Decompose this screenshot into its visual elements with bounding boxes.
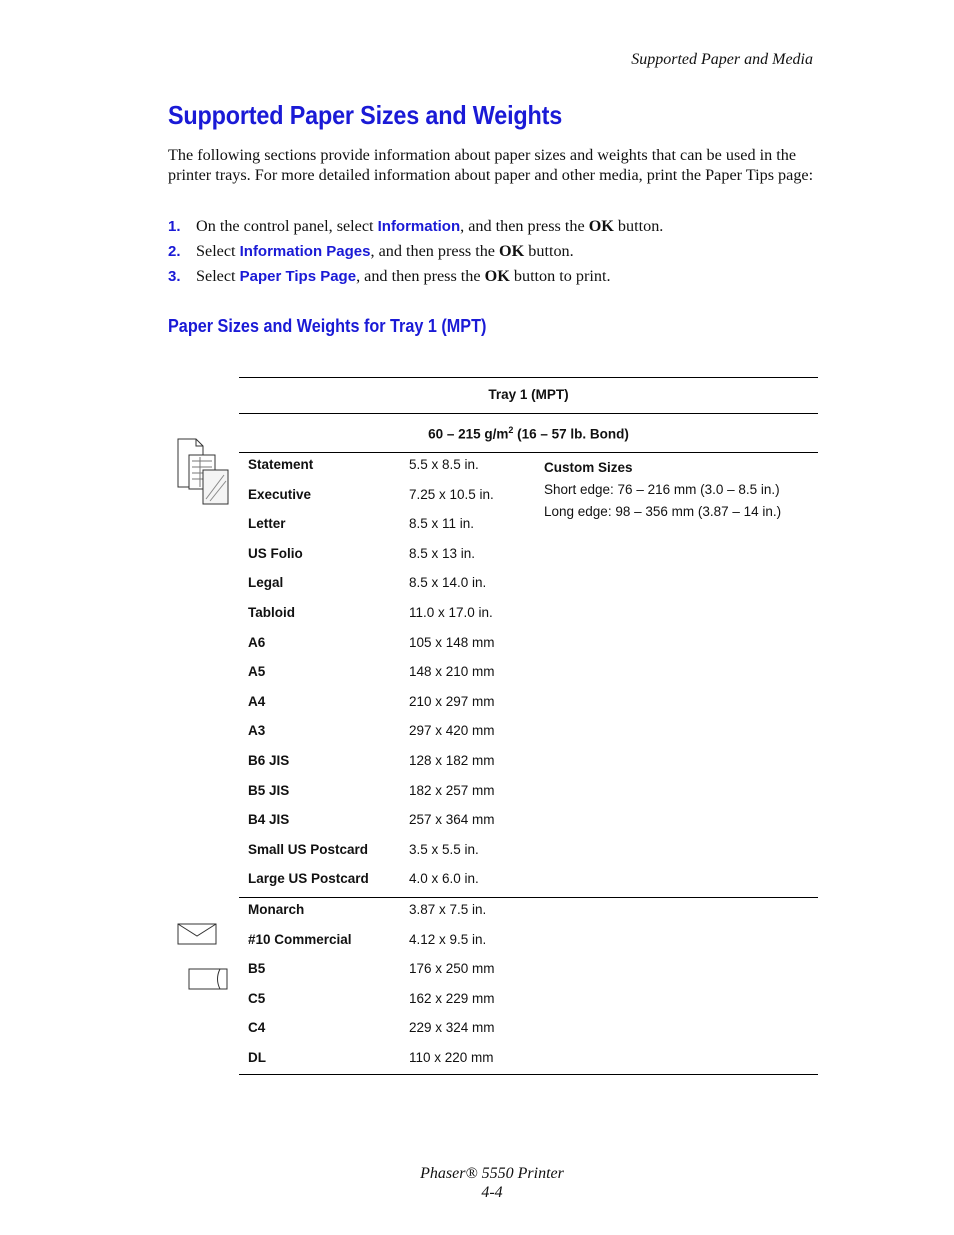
table-row xyxy=(239,902,818,922)
table-rule xyxy=(239,452,818,453)
size-name: US Folio xyxy=(248,545,303,561)
table-header: Tray 1 (MPT) xyxy=(488,387,569,402)
size-name: B4 JIS xyxy=(248,812,290,828)
table-row xyxy=(239,961,818,981)
step-text: Select xyxy=(196,242,240,260)
size-dimensions: 4.0 x 6.0 in. xyxy=(409,871,479,887)
step-item xyxy=(168,265,663,290)
table-row xyxy=(239,723,818,743)
step-item xyxy=(168,240,663,265)
size-dimensions: 3.87 x 7.5 in. xyxy=(409,902,487,917)
weight-range-text: 60 – 215 g/m xyxy=(428,426,509,442)
size-dimensions: 210 x 297 mm xyxy=(409,693,495,709)
step-text: Select xyxy=(196,267,240,285)
table-row xyxy=(239,871,818,891)
size-dimensions: 8.5 x 14.0 in. xyxy=(409,575,487,591)
step-number: 2. xyxy=(168,243,181,260)
running-head: Supported Paper and Media xyxy=(631,51,813,68)
table-row xyxy=(239,635,818,655)
weight-range-bond: (16 – 57 lb. Bond) xyxy=(513,426,629,442)
table-row xyxy=(239,546,818,566)
size-dimensions: 8.5 x 13 in. xyxy=(409,545,476,561)
table-row xyxy=(239,783,818,803)
size-dimensions: 148 x 210 mm xyxy=(409,664,495,680)
size-dimensions: 5.5 x 8.5 in. xyxy=(409,457,479,472)
size-name: DL xyxy=(248,1050,266,1065)
step-ui-label: Information Pages xyxy=(239,243,371,260)
size-name: Statement xyxy=(248,457,314,472)
size-dimensions: 7.25 x 10.5 in. xyxy=(409,486,494,502)
size-dimensions: 105 x 148 mm xyxy=(409,634,495,650)
size-dimensions: 3.5 x 5.5 in. xyxy=(409,841,479,857)
table-row xyxy=(239,753,818,773)
step-text: , and then press the xyxy=(356,267,485,285)
footer-product: Phaser® 5550 Printer xyxy=(420,1165,564,1182)
size-dimensions: 176 x 250 mm xyxy=(409,961,495,977)
table-row xyxy=(239,1050,818,1070)
size-dimensions: 4.12 x 9.5 in. xyxy=(409,931,487,947)
size-name: Legal xyxy=(248,575,284,591)
custom-sizes-heading: Custom Sizes xyxy=(544,460,633,475)
size-name: Letter xyxy=(248,516,286,532)
page-title: Supported Paper Sizes and Weights xyxy=(168,100,563,130)
size-name: Tabloid xyxy=(248,605,295,620)
envelope-flap-icon xyxy=(176,922,220,948)
table-bottom-rule xyxy=(239,1074,818,1075)
size-name: C5 xyxy=(248,990,266,1006)
size-name: C4 xyxy=(248,1020,266,1036)
size-name: A4 xyxy=(248,693,266,709)
weight-range xyxy=(239,425,818,442)
table-row xyxy=(239,605,818,625)
step-ok-label: OK xyxy=(588,217,614,235)
footer-page-number: 4-4 xyxy=(481,1184,503,1201)
table-row xyxy=(239,1020,818,1040)
size-name: Small US Postcard xyxy=(248,841,369,857)
size-name: Large US Postcard xyxy=(248,871,369,887)
table-row xyxy=(239,842,818,862)
table-rule xyxy=(239,897,818,898)
size-name: B5 JIS xyxy=(248,782,290,798)
size-name: A5 xyxy=(248,664,266,680)
step-number: 3. xyxy=(168,268,181,285)
size-dimensions: 128 x 182 mm xyxy=(409,753,495,768)
step-ui-label: Paper Tips Page xyxy=(239,268,357,285)
size-dimensions: 297 x 420 mm xyxy=(409,723,495,739)
size-dimensions: 182 x 257 mm xyxy=(409,782,495,798)
size-dimensions: 11.0 x 17.0 in. xyxy=(409,605,493,620)
size-name: A6 xyxy=(248,634,266,650)
size-dimensions: 110 x 220 mm xyxy=(409,1050,494,1065)
weight-range-superscript: 2 xyxy=(508,425,514,435)
size-name: A3 xyxy=(248,723,266,739)
custom-long-edge: Long edge: 98 – 356 mm (3.87 – 14 in.) xyxy=(544,504,782,519)
table-top-rule xyxy=(239,377,818,378)
step-ui-label: Information xyxy=(377,218,461,235)
step-text: button to print. xyxy=(509,267,611,285)
table-row xyxy=(239,575,818,595)
steps-list xyxy=(168,215,663,290)
size-dimensions: 8.5 x 11 in. xyxy=(409,516,475,532)
table-row xyxy=(239,932,818,952)
envelope-side-icon xyxy=(186,966,230,992)
custom-sizes xyxy=(544,457,781,523)
step-text: button. xyxy=(613,217,664,235)
size-name: B6 JIS xyxy=(248,753,290,768)
size-dimensions: 257 x 364 mm xyxy=(409,812,495,828)
size-name: #10 Commercial xyxy=(248,931,352,947)
page-footer xyxy=(0,1164,954,1202)
table-row xyxy=(239,694,818,714)
step-text: , and then press the xyxy=(460,217,589,235)
table-row xyxy=(239,991,818,1011)
step-ok-label: OK xyxy=(484,267,510,285)
size-dimensions: 229 x 324 mm xyxy=(409,1020,495,1036)
step-text: , and then press the xyxy=(370,242,500,260)
table-row xyxy=(239,664,818,684)
size-name: Executive xyxy=(248,486,312,502)
step-text: On the control panel, select xyxy=(196,217,378,235)
step-text: button. xyxy=(524,242,574,260)
table-row xyxy=(239,812,818,832)
paper-transparency-icon xyxy=(172,437,230,507)
step-item xyxy=(168,215,663,240)
size-name: Monarch xyxy=(248,902,305,917)
intro-paragraph: The following sections provide information about paper sizes and weights that can be used in the printer trays. For more detailed information about paper and other media, print the Paper Tips page: xyxy=(168,146,814,184)
section-subtitle: Paper Sizes and Weights for Tray 1 (MPT) xyxy=(168,316,487,336)
table-rule xyxy=(239,413,818,414)
step-number: 1. xyxy=(168,218,181,235)
custom-short-edge: Short edge: 76 – 216 mm (3.0 – 8.5 in.) xyxy=(544,482,780,497)
step-ok-label: OK xyxy=(499,242,525,260)
size-dimensions: 162 x 229 mm xyxy=(409,990,495,1006)
size-name: B5 xyxy=(248,961,266,977)
